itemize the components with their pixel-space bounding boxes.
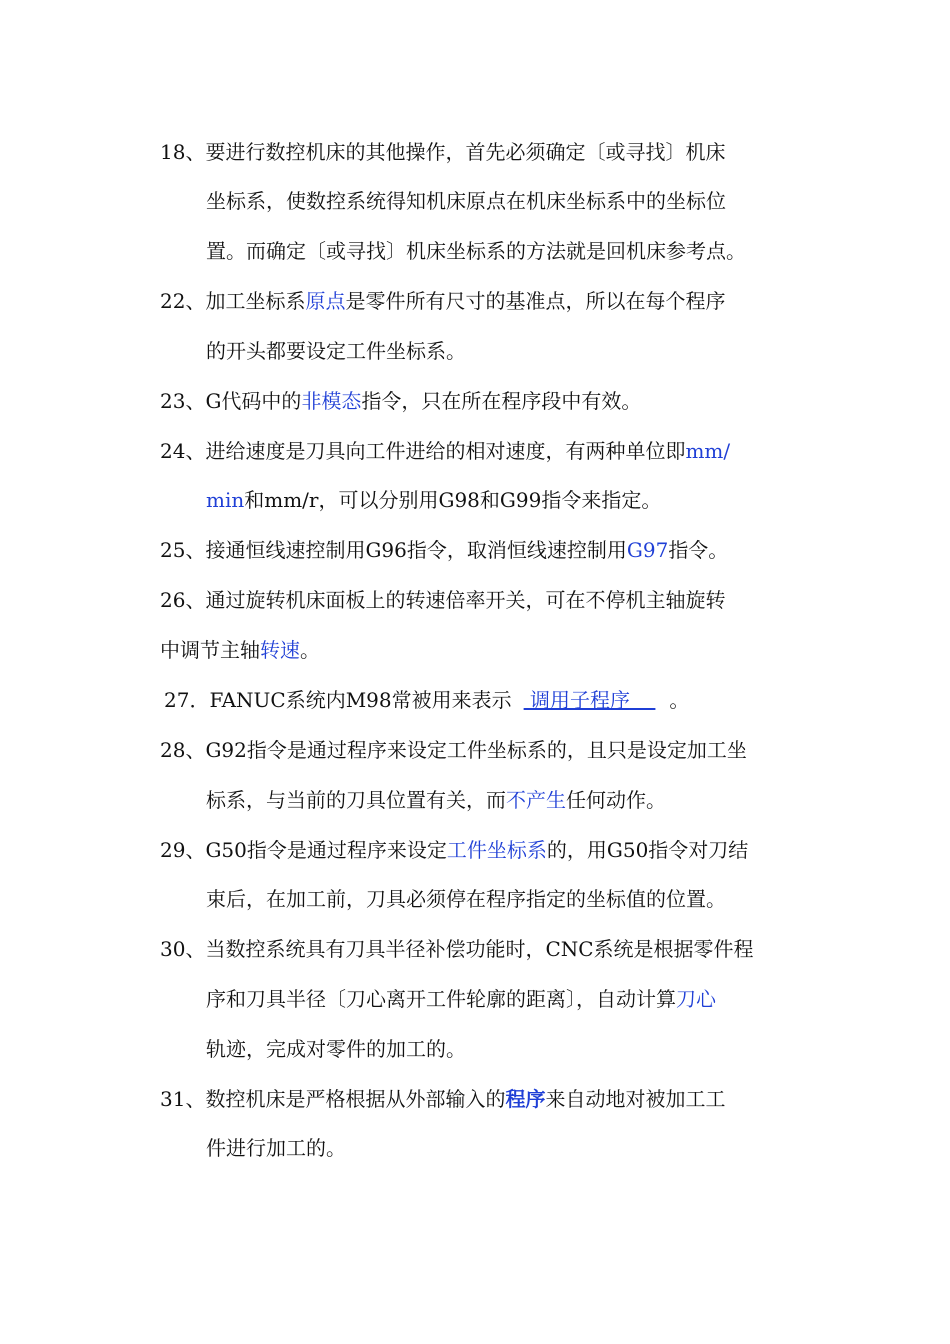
q22-text-a: 22、加工坐标系 (160, 289, 306, 313)
q25-answer: G97 (626, 538, 669, 562)
q26-text-b: 。 (300, 638, 320, 662)
q24-line-1 (160, 437, 730, 465)
q29-text-b: 的，用G50指令对刀结 (546, 838, 749, 862)
q26-answer: 转速 (260, 638, 300, 662)
q27-line (164, 686, 689, 714)
q24-line-2 (206, 486, 661, 514)
q30-line-1: 30、当数控系统具有刀具半径补偿功能时，CNC系统是根据零件程 (160, 937, 754, 961)
q25-text-b: 指令。 (668, 538, 729, 562)
q31-text-b: 来自动地对被加工工 (545, 1087, 726, 1111)
q28-text-a: 标系，与当前的刀具位置有关，而 (206, 788, 506, 812)
q18-line-2: 坐标系，使数控系统得知机床原点在机床坐标系中的坐标位 (206, 189, 726, 213)
q26-text-a: 中调节主轴 (160, 638, 260, 662)
q28-line-2 (206, 786, 666, 814)
q29-text-a: 29、G50指令是通过程序来设定 (160, 838, 447, 862)
q23-answer: 非模态 (301, 389, 362, 413)
q18-line-3: 置。而确定〔或寻找〕机床坐标系的方法就是回机床参考点。 (206, 239, 746, 263)
q29-line-1 (160, 836, 748, 864)
q27-answer-blank (524, 688, 656, 712)
q27-answer: 调用子程序 (529, 688, 630, 712)
q22-text-b: 是零件所有尺寸的基准点，所以在每个程序 (345, 289, 726, 313)
q27-text-b: 。 (669, 688, 690, 712)
q31-line-2: 件进行加工的。 (206, 1136, 346, 1160)
q23-text-b: 指令，只在所在程序段中有效。 (361, 389, 642, 413)
q18-line-1: 18、要进行数控机床的其他操作，首先必须确定〔或寻找〕机床 (160, 140, 726, 164)
q31-answer: 程序 (505, 1087, 546, 1111)
q22-answer: 原点 (305, 289, 346, 313)
q30-text-a: 序和刀具半径〔刀心离开工件轮廓的距离〕，自动计算 (206, 987, 676, 1011)
q29-answer: 工件坐标系 (446, 838, 547, 862)
q26-line-2 (160, 636, 320, 664)
q24-answer-part-1: mm/ (685, 439, 731, 463)
q30-line-3: 轨迹，完成对零件的加工的。 (206, 1037, 466, 1061)
q28-answer: 不产生 (506, 788, 566, 812)
q31-line-1 (160, 1085, 725, 1113)
q24-answer-part-2: min (206, 488, 245, 512)
q24-text-b: 和mm/r，可以分别用G98和G99指令来指定。 (244, 488, 662, 512)
q25-text-a: 25、接通恒线速控制用G96指令，取消恒线速控制用 (160, 538, 627, 562)
q23-line (160, 387, 641, 415)
q29-line-2: 束后，在加工前，刀具必须停在程序指定的坐标值的位置。 (206, 887, 726, 911)
q25-line (160, 536, 728, 564)
q22-line-2: 的开头都要设定工件坐标系。 (206, 339, 466, 363)
q22-line-1 (160, 287, 725, 315)
q24-text-a: 24、进给速度是刀具向工件进给的相对速度，有两种单位即 (160, 439, 686, 463)
q27-text-a: 27．FANUC系统内M98常被用来表示 (164, 688, 512, 712)
q28-text-b: 任何动作。 (566, 788, 666, 812)
q30-line-2 (206, 985, 716, 1013)
q23-text-a: 23、G代码中的 (160, 389, 302, 413)
q30-answer: 刀心 (676, 987, 716, 1011)
q31-text-a: 31、数控机床是严格根据从外部输入的 (160, 1087, 506, 1111)
q28-line-1: 28、G92指令是通过程序来设定工件坐标系的，且只是设定加工坐 (160, 738, 747, 762)
q26-line-1: 26、通过旋转机床面板上的转速倍率开关，可在不停机主轴旋转 (160, 588, 726, 612)
